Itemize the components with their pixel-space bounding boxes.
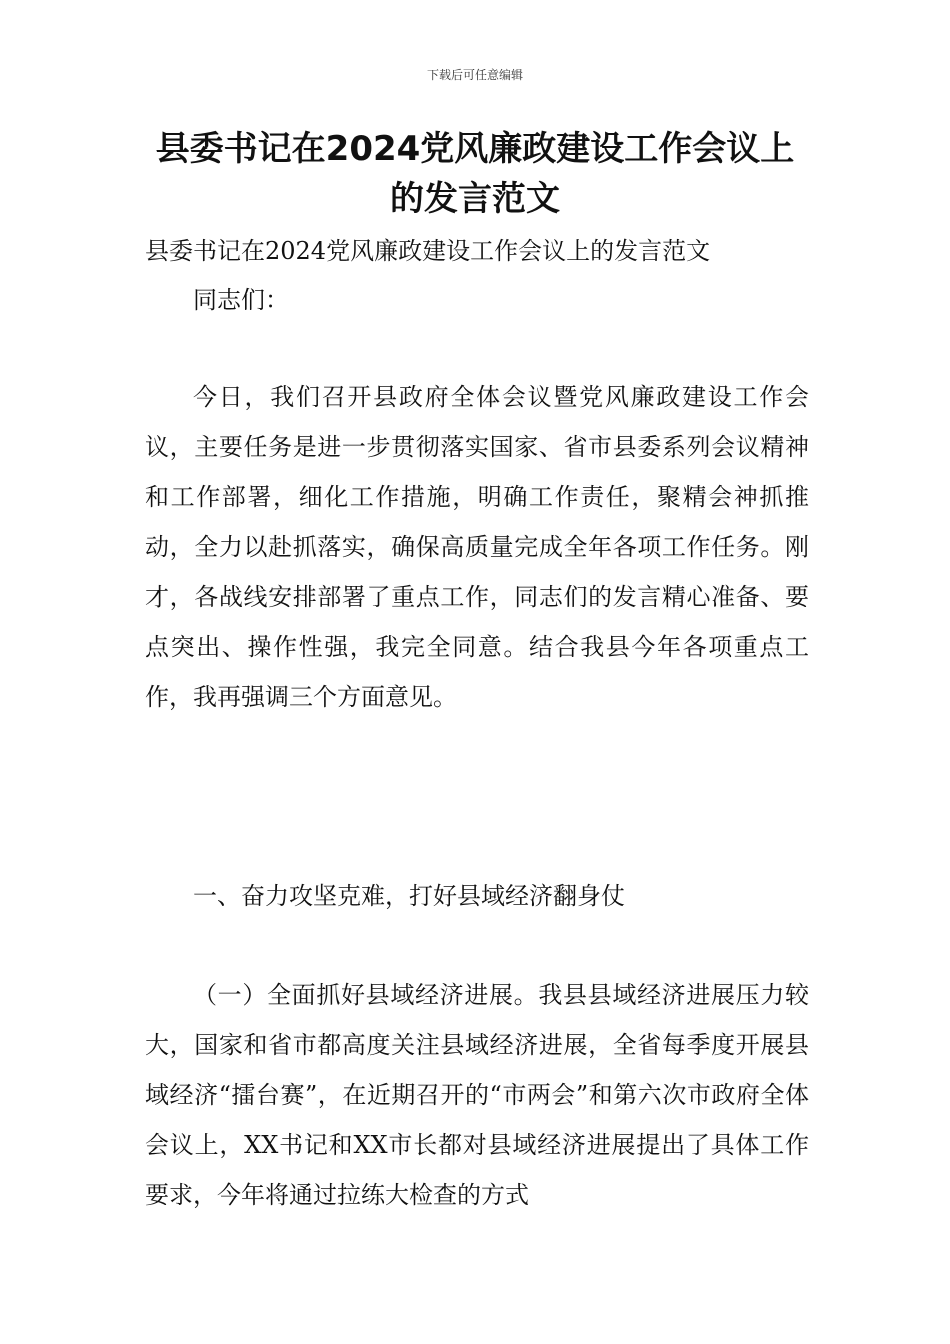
document-subtitle: 县委书记在2024党风廉政建设工作会议上的发言范文 [145,237,711,265]
paragraph-opening: 今日，我们召开县政府全体会议暨党风廉政建设工作会议，主要任务是进一步贯彻落实国家、省市县委系列会议精神和工作部署，细化工作措施，明确工作责任，聚精会神抓推动，全力以赴抓落实，确保高质量完成全年各项工作任务。刚才，各战线安排部署了重点工作，同志们的发言精心准备、要点突出、操作性强，我完全同意。结合我县今年各项重点工作，我再强调三个方面意见。 [145,383,809,711]
document-title: 县委书记在2024党风廉政建设工作会议上的发言范文 [155,129,795,219]
salutation: 同志们： [193,286,289,314]
paragraph-county-economy: （一）全面抓好县域经济进展。我县县域经济进展压力较大，国家和省市都高度关注县域经济进展，全省每季度开展县域经济“擂台赛”，在近期召开的“市两会”和第六次市政府全体会议上，XX书记和XX市长都对县域经济进展提出了具体工作要求，今年将通过拉练大检查的方式 [145,981,809,1209]
section-heading: 一、奋力攻坚克难，打好县域经济翻身仗 [193,882,625,910]
header-note: 下载后可任意编辑 [426,68,523,82]
